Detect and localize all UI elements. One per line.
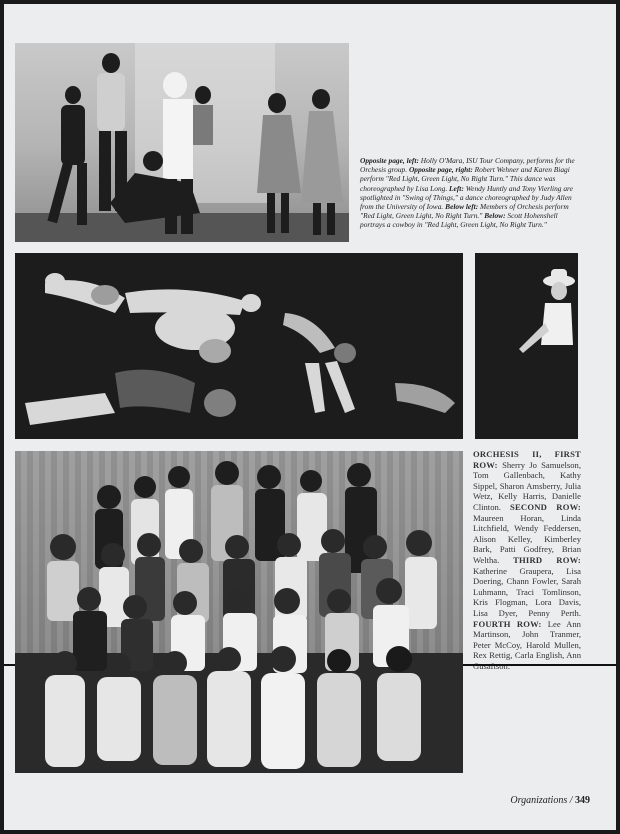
photo-stage-performance xyxy=(15,43,349,242)
folio-page-number: 349 xyxy=(575,795,590,806)
photo-cowboy xyxy=(475,253,578,439)
roster-row4-names: Lee Ann Martinson, John Tranmer, Peter McCoy, Harold Mullen, Rex Rettig, Carla English, Ann xyxy=(473,618,581,661)
middle-rows xyxy=(47,529,437,673)
photo-group-portrait xyxy=(15,451,463,773)
roster-row3-label: THIRD ROW: xyxy=(513,554,581,565)
roster-row4-label: FOURTH ROW: xyxy=(473,618,542,629)
caption-label-opposite-right: Opposite page, right: xyxy=(408,165,473,175)
stage-performance-illustration xyxy=(15,43,349,242)
roster-row3-names: Katherine Graupera, Lisa Doering, Chann Fowler, Sarah Luhmann, Traci Tomlinson, Kris Flogman, Lora Davis, Lisa Dyer, Penny Perth. xyxy=(473,565,581,618)
group-members-illustration xyxy=(15,451,463,773)
photo-dancers-dark-stage xyxy=(15,253,463,439)
caption-text-opposite-right: Robert Wehner and Karen Biagi perform "Red Light, Green Light, No Right Turn." This dance was choreographed by Lisa Long. xyxy=(360,165,570,193)
cowboy-illustration xyxy=(475,253,578,439)
caption-label-below: Below: xyxy=(484,211,506,221)
caption-text-left: Wendy Huntly and Tony Vierling are spotlighted in "Swing of Things," a dance choreographed by Judy Allen from the University of Iowa. xyxy=(360,183,573,212)
caption-text-below: Scott Hohenshell portrays a cowboy in "Red Light, Green Light, No Right Turn." xyxy=(360,211,558,230)
caption-label-opposite-left: Opposite page, left: xyxy=(360,156,419,165)
caption-label-below-left: Below left: xyxy=(445,202,479,212)
photo-caption xyxy=(360,156,582,230)
caption-text-below-left: Members of Orchesis perform "Red Light, Green Light, No Right Turn." xyxy=(360,202,569,221)
roster-row2-names: Maureen Horan, Linda Litchfield, Wendy Feddersen, Alison Kelley, Kimberley Bark, Patti Godfrey, Brian Weltha. xyxy=(473,512,581,565)
caption-label-left: Left: xyxy=(449,183,464,193)
caption-text-opposite-left: Holly O'Mara, ISU Tour Company, performs for the Orchesis group. xyxy=(360,156,575,175)
folio-section: Organizations / xyxy=(510,795,573,806)
yearbook-page xyxy=(4,4,616,830)
divider-rule xyxy=(463,664,616,666)
dancers-illustration xyxy=(15,253,463,439)
roster-row2-label: SECOND ROW: xyxy=(510,501,581,512)
roster-names xyxy=(473,449,581,671)
page-folio xyxy=(474,795,590,806)
roster-row1-label: ORCHESIS II, FIRST ROW: xyxy=(473,449,581,470)
divider-rule-left xyxy=(4,664,15,666)
roster-row1-names: Sherry Jo Samuelson, Tom Gallenbach, Kathy Sippel, Sharon Amsberry, Julia Wetz, Kelly Harris, Danielle Clinton. xyxy=(473,459,581,512)
